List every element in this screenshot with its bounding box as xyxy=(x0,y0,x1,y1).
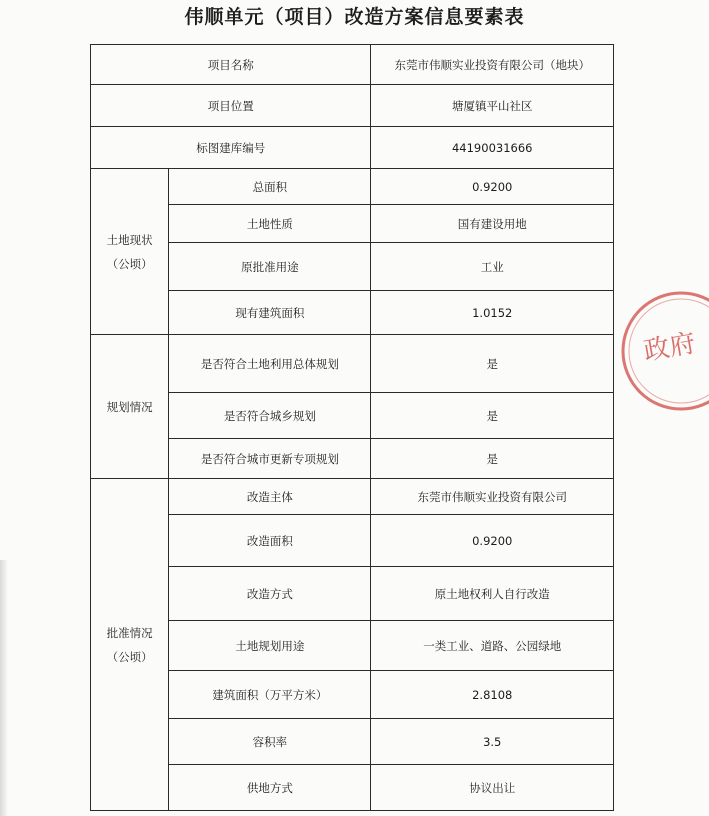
land-status-unit: （公顷） xyxy=(106,256,153,271)
map-code-value: 44190031666 xyxy=(371,127,614,169)
renovation-method-value: 原土地权利人自行改造 xyxy=(371,567,614,621)
approval-group xyxy=(91,479,169,811)
table-row xyxy=(91,85,614,127)
renovation-area-label: 改造面积 xyxy=(169,515,371,567)
renewal-plan-label: 是否符合城市更新专项规划 xyxy=(169,439,371,479)
project-location-label: 项目位置 xyxy=(91,85,371,127)
floor-area-label: 建筑面积（万平方米） xyxy=(169,671,371,719)
table-row xyxy=(91,671,614,719)
floor-area-value: 2.8108 xyxy=(371,671,614,719)
scan-edge-shadow xyxy=(0,560,8,816)
project-name-label: 项目名称 xyxy=(91,45,371,85)
approval-unit: （公顷） xyxy=(106,649,153,664)
land-nature-value: 国有建设用地 xyxy=(371,205,614,243)
planned-land-use-value: 一类工业、道路、公园绿地 xyxy=(371,621,614,671)
original-use-value: 工业 xyxy=(371,243,614,291)
official-seal-icon xyxy=(616,286,709,416)
seal-text: 政府 xyxy=(641,328,698,367)
renovation-method-label: 改造方式 xyxy=(169,567,371,621)
plot-ratio-value: 3.5 xyxy=(371,719,614,765)
table-row xyxy=(91,127,614,169)
planning-label: 规划情况 xyxy=(106,399,153,414)
table-row xyxy=(91,393,614,439)
document-title: 伟顺单元（项目）改造方案信息要素表 xyxy=(184,6,525,28)
land-status-label: 土地现状 xyxy=(106,232,153,247)
renewal-plan-value: 是 xyxy=(371,439,614,479)
project-name-value: 东莞市伟顺实业投资有限公司（地块） xyxy=(371,45,614,85)
total-area-label: 总面积 xyxy=(169,169,371,205)
existing-floor-area-value: 1.0152 xyxy=(371,291,614,335)
plot-ratio-label: 容积率 xyxy=(169,719,371,765)
land-supply-label: 供地方式 xyxy=(169,765,371,811)
table-row xyxy=(91,205,614,243)
land-supply-value: 协议出让 xyxy=(371,765,614,811)
table-row xyxy=(91,621,614,671)
info-table xyxy=(90,44,614,811)
approval-label: 批准情况 xyxy=(106,625,153,640)
planned-land-use-label: 土地规划用途 xyxy=(169,621,371,671)
renovation-subject-label: 改造主体 xyxy=(169,479,371,515)
table-row xyxy=(91,169,614,205)
table-row xyxy=(91,515,614,567)
original-use-label: 原批准用途 xyxy=(169,243,371,291)
planning-group xyxy=(91,335,169,479)
table-row xyxy=(91,719,614,765)
map-code-label: 标图建库编号 xyxy=(91,127,371,169)
land-use-plan-label: 是否符合土地利用总体规划 xyxy=(169,335,371,393)
seal-ring xyxy=(623,293,709,409)
renovation-subject-value: 东莞市伟顺实业投资有限公司 xyxy=(371,479,614,515)
land-nature-label: 土地性质 xyxy=(169,205,371,243)
table-row xyxy=(91,291,614,335)
table-row xyxy=(91,567,614,621)
land-status-group xyxy=(91,169,169,335)
renovation-area-value: 0.9200 xyxy=(371,515,614,567)
seal-inner-ring xyxy=(629,299,709,403)
table-row xyxy=(91,479,614,515)
total-area-value: 0.9200 xyxy=(371,169,614,205)
table-row xyxy=(91,439,614,479)
table-row xyxy=(91,765,614,811)
urban-rural-plan-label: 是否符合城乡规划 xyxy=(169,393,371,439)
project-location-value: 塘厦镇平山社区 xyxy=(371,85,614,127)
existing-floor-area-label: 现有建筑面积 xyxy=(169,291,371,335)
table-row xyxy=(91,243,614,291)
table-row xyxy=(91,335,614,393)
table-row xyxy=(91,45,614,85)
urban-rural-plan-value: 是 xyxy=(371,393,614,439)
land-use-plan-value: 是 xyxy=(371,335,614,393)
